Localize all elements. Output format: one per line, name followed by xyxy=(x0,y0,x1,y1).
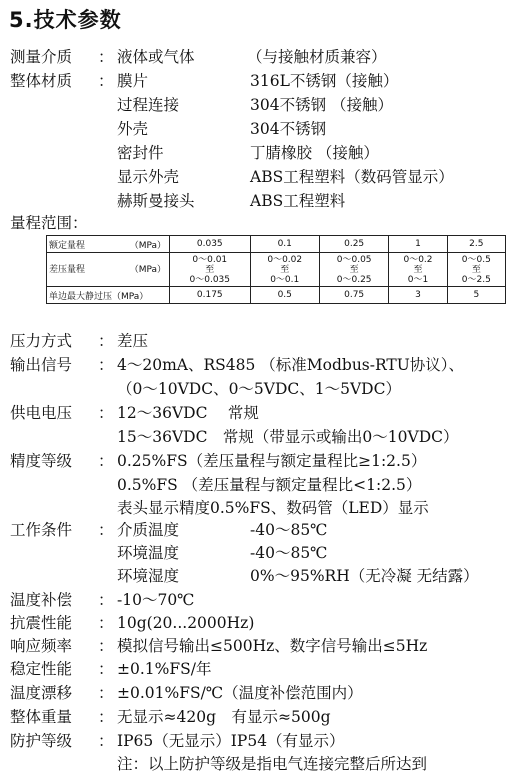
pressure-mode-label: 压力方式 xyxy=(10,332,73,350)
output-colon: ： xyxy=(98,356,114,374)
condition-name: 介质温度 xyxy=(117,521,180,539)
medium-label: 测量介质 xyxy=(10,48,73,66)
material-value: ABS工程塑料（数码管显示） xyxy=(250,168,454,186)
material-name: 过程连接 xyxy=(117,96,180,114)
table-cell: 5 xyxy=(447,287,505,304)
output-line: 4～20mA、RS485 （标准Modbus-RTU协议）、 xyxy=(117,356,465,374)
medium-value: 液体或气体 xyxy=(117,48,195,66)
table-row xyxy=(47,236,506,253)
table-cell: 0.1 xyxy=(250,236,319,253)
table-cell: 0～0.01 至 0～0.035 xyxy=(170,253,251,287)
table-row xyxy=(47,287,506,304)
table-row-head: 差压量程 （MPa） xyxy=(47,253,170,287)
temp-comp-colon: ： xyxy=(98,591,114,609)
table-row-head: 额定量程 （MPa） xyxy=(47,236,170,253)
accuracy-label: 精度等级 xyxy=(10,452,73,470)
table-row xyxy=(47,253,506,287)
accuracy-line: 表头显示精度0.5%FS、数码管（LED）显示 xyxy=(117,499,429,517)
conditions-colon: ： xyxy=(98,521,114,539)
range-label: 量程范围 xyxy=(10,214,73,232)
accuracy-colon: ： xyxy=(98,452,114,470)
medium-note: （与接触材质兼容） xyxy=(247,48,387,66)
power-label: 供电电压 xyxy=(10,404,73,422)
table-cell: 0～0.02 至 0～0.1 xyxy=(250,253,319,287)
condition-value: -40～85℃ xyxy=(250,544,328,562)
power-line: 15～36VDC 常规（带显示或输出0～10VDC） xyxy=(117,428,459,446)
section-title: 5.技术参数 xyxy=(9,8,122,32)
condition-value: -40～85℃ xyxy=(250,521,328,539)
table-cell: 1 xyxy=(389,236,447,253)
pressure-mode-colon: ： xyxy=(98,332,114,350)
table-cell: 0～0.2 至 0～1 xyxy=(389,253,447,287)
conditions-label: 工作条件 xyxy=(10,521,73,539)
vibration-value: 10g(20...2000Hz) xyxy=(117,614,255,632)
drift-label: 温度漂移 xyxy=(10,684,73,702)
power-colon: ： xyxy=(98,404,114,422)
material-label: 整体材质 xyxy=(10,72,73,90)
material-name: 赫斯曼接头 xyxy=(117,192,195,210)
condition-value: 0%～95%RH（无冷凝 无结露） xyxy=(250,567,479,585)
vibration-colon: ： xyxy=(98,614,114,632)
table-cell: 0～0.05 至 0～0.25 xyxy=(319,253,388,287)
material-name: 显示外壳 xyxy=(117,168,180,186)
response-colon: ： xyxy=(98,637,114,655)
material-value: 304不锈钢 xyxy=(250,120,327,138)
table-cell: 0.75 xyxy=(319,287,388,304)
table-cell: 2.5 xyxy=(447,236,505,253)
pressure-mode-value: 差压 xyxy=(117,332,149,350)
protection-colon: ： xyxy=(98,732,114,750)
table-cell: 3 xyxy=(389,287,447,304)
condition-name: 环境温度 xyxy=(117,544,180,562)
output-label: 输出信号 xyxy=(10,356,73,374)
table-cell: 0～0.5 至 0～2.5 xyxy=(447,253,505,287)
material-value: ABS工程塑料 xyxy=(250,192,346,210)
range-colon: ： xyxy=(72,214,88,232)
temp-comp-value: -10～70℃ xyxy=(117,591,195,609)
stability-colon: ： xyxy=(98,660,114,678)
material-name: 膜片 xyxy=(117,72,149,90)
stability-value: ±0.1%FS/年 xyxy=(117,660,212,678)
protection-note: 注：以上防护等级是指电气连接完整后所达到 xyxy=(117,755,428,773)
drift-value: ±0.01%FS/℃（温度补偿范围内） xyxy=(117,684,363,702)
material-value: 丁腈橡胶 （接触） xyxy=(250,144,379,162)
vibration-label: 抗震性能 xyxy=(10,614,73,632)
range-table xyxy=(46,235,506,304)
table-row-head: 单边最大静过压（MPa） xyxy=(47,287,170,304)
material-value: 304不锈钢 （接触） xyxy=(250,96,394,114)
output-line: （0～10VDC、0～5VDC、1～5VDC） xyxy=(117,380,401,398)
weight-label: 整体重量 xyxy=(10,708,73,726)
material-name: 外壳 xyxy=(117,120,149,138)
material-value: 316L不锈钢（接触） xyxy=(250,72,399,90)
stability-label: 稳定性能 xyxy=(10,660,73,678)
medium-colon: ： xyxy=(98,48,114,66)
table-cell: 0.5 xyxy=(250,287,319,304)
drift-colon: ： xyxy=(98,684,114,702)
material-name: 密封件 xyxy=(117,144,164,162)
weight-colon: ： xyxy=(98,708,114,726)
protection-line: IP65（无显示）IP54（有显示） xyxy=(117,732,345,750)
table-cell: 0.175 xyxy=(170,287,251,304)
power-line: 12～36VDC 常规 xyxy=(117,404,259,422)
material-colon: ： xyxy=(98,72,114,90)
response-value: 模拟信号输出≤500Hz、数字信号输出≤5Hz xyxy=(117,637,428,655)
table-cell: 0.035 xyxy=(170,236,251,253)
table-cell: 0.25 xyxy=(319,236,388,253)
condition-name: 环境湿度 xyxy=(117,567,180,585)
accuracy-line: 0.25%FS（差压量程与额定量程比≥1:2.5） xyxy=(117,452,427,470)
response-label: 响应频率 xyxy=(10,637,73,655)
temp-comp-label: 温度补偿 xyxy=(10,591,73,609)
protection-label: 防护等级 xyxy=(10,732,73,750)
weight-value: 无显示≈420g 有显示≈500g xyxy=(117,708,331,726)
accuracy-line: 0.5%FS （差压量程与额定量程比<1:2.5） xyxy=(117,476,422,494)
